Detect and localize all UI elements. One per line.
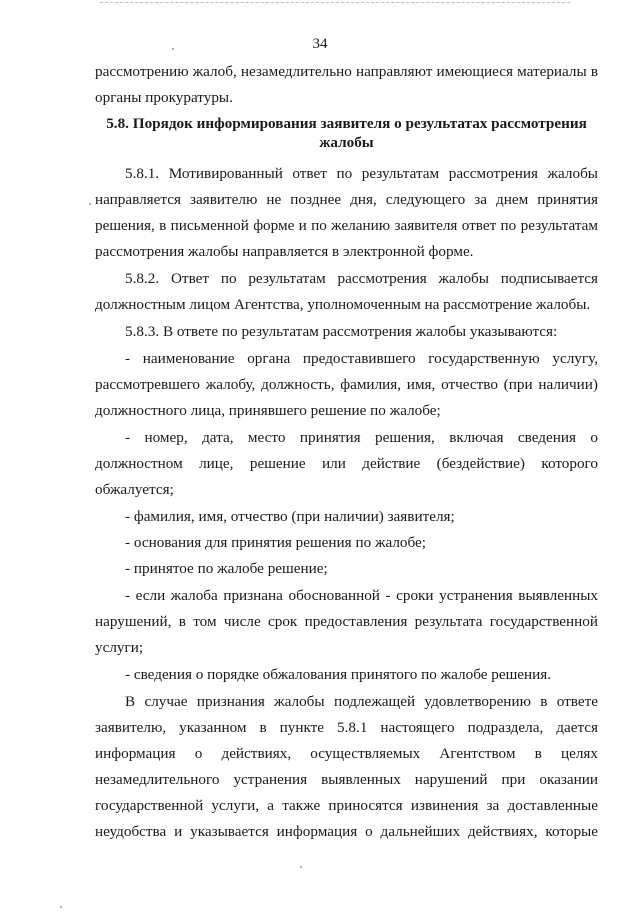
text-line: заявителю, указанном в пункте 5.8.1 настоящего подраздела, дается (95, 719, 598, 736)
text-line: 5.8.3. В ответе по результатам рассмотрения жалобы указываются: (125, 323, 558, 340)
text-line: должностного лица, принявшего решение по жалобе; (95, 402, 441, 419)
text-line: 5.8.2. Ответ по результатам рассмотрения жалобы подписывается (125, 270, 598, 287)
section-heading: 5.8. Порядок информирования заявителя о результатах рассмотрения (106, 115, 587, 132)
scan-speck (172, 48, 174, 50)
text-line: - наименование органа предоставившего государственную услугу, (125, 350, 598, 367)
text-line: должностным лицом Агентства, уполномоченным на рассмотрение жалобы. (95, 296, 591, 313)
text-line: неудобства и указывается информация о дальнейших действиях, которые (95, 823, 598, 840)
text-line: услуги; (95, 639, 144, 656)
text-line: - сведения о порядке обжалования принятого по жалобе решения. (125, 666, 552, 683)
text-line: нарушений, в том числе срок предоставления результата государственной (95, 613, 598, 630)
text-line: рассмотрения жалобы направляется в электронной форме. (95, 243, 474, 260)
text-line: - принятое по жалобе решение; (125, 560, 328, 577)
scan-speck (300, 866, 302, 868)
text-line: - основания для принятия решения по жалобе; (125, 534, 426, 551)
scan-speck (89, 203, 91, 205)
text-line: рассмотрению жалоб, незамедлительно направляют имеющиеся материалы в (95, 63, 598, 80)
section-heading-cont: жалобы (319, 134, 374, 151)
text-line: рассмотревшего жалобу, должность, фамилия, имя, отчество (при наличии) (95, 376, 598, 393)
page-number: 34 (312, 36, 328, 52)
text-line: В случае признания жалобы подлежащей удовлетворению в ответе (125, 693, 598, 710)
text-line: органы прокуратуры. (95, 89, 233, 106)
text-line: государственной услуги, а также приносятся извинения за доставленные (95, 797, 598, 814)
text-line: информация о действиях, осуществляемых Агентством в целях (95, 745, 598, 762)
text-line: - номер, дата, место принятия решения, включая сведения о (125, 429, 598, 446)
text-line: направляется заявителю не позднее дня, следующего за днем принятия (95, 191, 598, 208)
text-line: решения, в письменной форме и по желанию заявителя ответ по результатам (95, 217, 598, 234)
text-line: должностном лице, решение или действие (бездействие) которого (95, 455, 598, 472)
text-line: обжалуется; (95, 481, 174, 498)
text-line: 5.8.1. Мотивированный ответ по результатам рассмотрения жалобы (125, 165, 598, 182)
scan-edge-line (100, 2, 570, 3)
scan-speck (60, 906, 62, 908)
text-line: - фамилия, имя, отчество (при наличии) заявителя; (125, 508, 455, 525)
text-line: - если жалоба признана обоснованной - сроки устранения выявленных (125, 587, 598, 604)
text-line: незамедлительного устранения выявленных нарушений при оказании (95, 771, 598, 788)
